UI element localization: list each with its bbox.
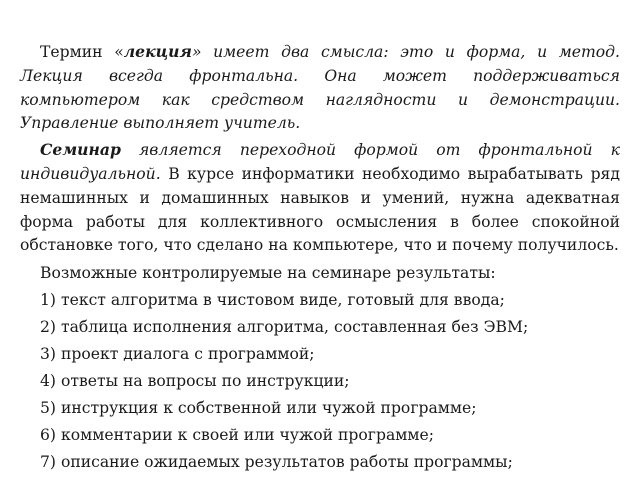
seminar-definition: является переходной формой от фронтальной к индивидуальной. bbox=[20, 141, 620, 183]
results-intro: Возможные контролируемые на семинаре результаты: bbox=[40, 264, 496, 283]
seminar-description: В курсе информатики необходимо вырабатывать ряд немашинных и домашинных навыков и умений, нужна адекватная форма работы для коллективного осмысления в более спокойной обстановке того, что сделано на компьютере, что и почему получилось. bbox=[20, 164, 620, 255]
list-item: 5) инструкция к собственной или чужой программе; bbox=[40, 399, 477, 418]
lecture-term: лекция bbox=[123, 42, 192, 61]
list-item: 3) проект диалога с программой; bbox=[40, 345, 315, 364]
paragraph-seminar bbox=[20, 138, 620, 258]
results-list bbox=[20, 288, 620, 474]
paragraph-lecture bbox=[20, 40, 620, 136]
seminar-term: Семинар bbox=[40, 140, 121, 160]
list-item: 4) ответы на вопросы по инструкции; bbox=[40, 372, 350, 391]
list-item: 1) текст алгоритма в чистовом виде, готовый для ввода; bbox=[40, 291, 505, 310]
list-item: 6) комментарии к своей или чужой программе; bbox=[40, 426, 434, 445]
lecture-prefix: Термин « bbox=[40, 43, 124, 61]
list-item: 2) таблица исполнения алгоритма, составленная без ЭВМ; bbox=[40, 318, 529, 337]
lecture-definition: » имеет два смысла: это и форма, и метод. Лекция всегда фронтальна. Она может поддерживаться компьютером как средством наглядности и демонстрации. Управление выполняет учитель. bbox=[20, 43, 620, 133]
list-item: 7) описание ожидаемых результатов работы программы; bbox=[40, 453, 513, 472]
